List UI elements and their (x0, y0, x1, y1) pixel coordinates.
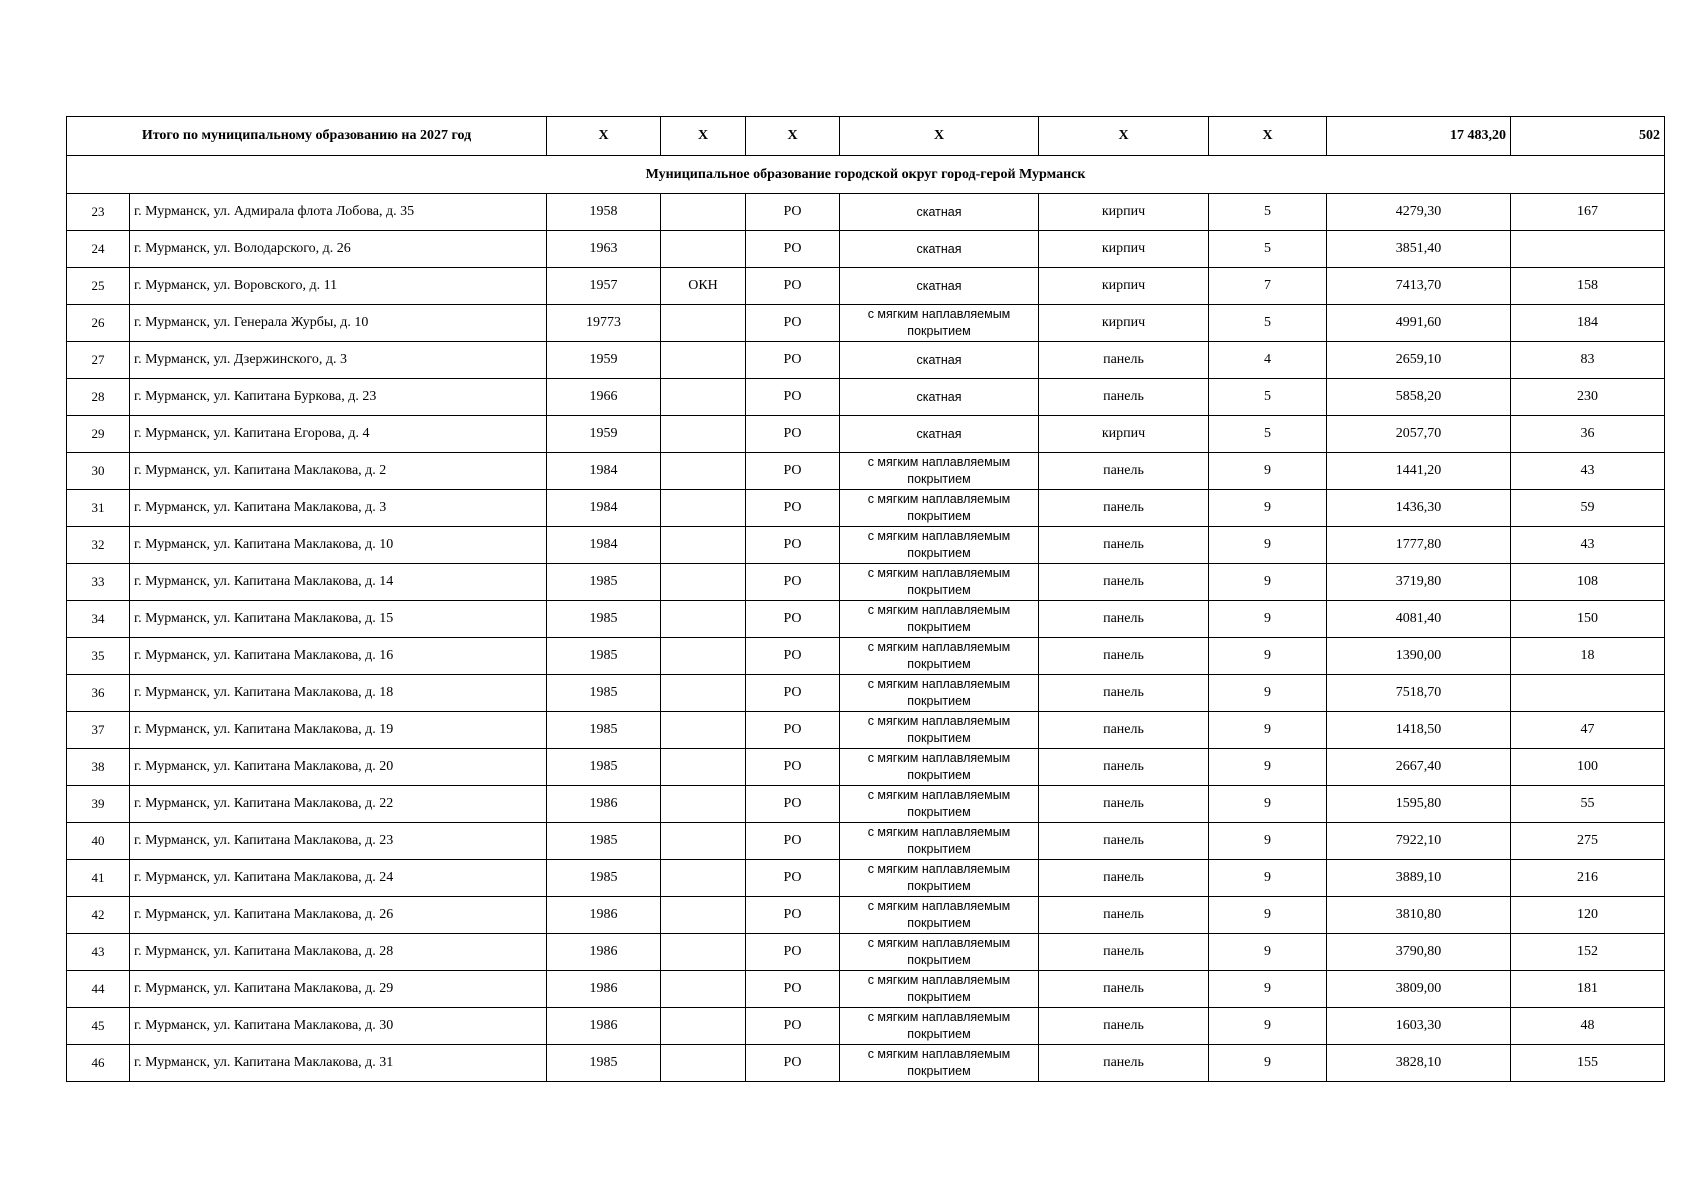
total-count: 502 (1511, 117, 1665, 156)
year-cell: 1985 (547, 749, 661, 786)
year-cell: 1984 (547, 453, 661, 490)
year-cell: 1957 (547, 268, 661, 305)
row-number: 45 (67, 1008, 130, 1045)
table-row (67, 1008, 1665, 1045)
year-cell: 1984 (547, 490, 661, 527)
roof-type-cell: скатная (840, 231, 1039, 268)
year-cell: 19773 (547, 305, 661, 342)
table-row (67, 379, 1665, 416)
roof-type-cell: с мягким наплавляемым покрытием (840, 786, 1039, 823)
wall-material-cell: панель (1039, 712, 1209, 749)
table-row (67, 712, 1665, 749)
roof-type-cell: скатная (840, 379, 1039, 416)
okn-cell (661, 453, 746, 490)
year-cell: 1984 (547, 527, 661, 564)
table-row (67, 268, 1665, 305)
address-cell: г. Мурманск, ул. Воровского, д. 11 (130, 268, 547, 305)
roof-type-cell: с мягким наплавляемым покрытием (840, 897, 1039, 934)
floors-cell: 7 (1209, 268, 1327, 305)
floors-cell: 5 (1209, 231, 1327, 268)
roof-type-cell: с мягким наплавляемым покрытием (840, 601, 1039, 638)
row-number: 40 (67, 823, 130, 860)
fund-cell: РО (746, 1045, 840, 1082)
row-number: 23 (67, 194, 130, 231)
housing-register-table (66, 116, 1665, 1082)
table-row (67, 860, 1665, 897)
roof-type-cell: с мягким наплавляемым покрытием (840, 527, 1039, 564)
count-cell: 184 (1511, 305, 1665, 342)
fund-cell: РО (746, 860, 840, 897)
wall-material-cell: кирпич (1039, 231, 1209, 268)
year-cell: 1985 (547, 1045, 661, 1082)
fund-cell: РО (746, 194, 840, 231)
count-cell: 83 (1511, 342, 1665, 379)
wall-material-cell: панель (1039, 527, 1209, 564)
roof-type-cell: с мягким наплавляемым покрытием (840, 823, 1039, 860)
address-cell: г. Мурманск, ул. Капитана Маклакова, д. 10 (130, 527, 547, 564)
area-cell: 3809,00 (1327, 971, 1511, 1008)
year-cell: 1986 (547, 934, 661, 971)
count-cell: 43 (1511, 453, 1665, 490)
floors-cell: 9 (1209, 786, 1327, 823)
wall-material-cell: панель (1039, 490, 1209, 527)
fund-cell: РО (746, 453, 840, 490)
count-cell: 100 (1511, 749, 1665, 786)
wall-material-cell: панель (1039, 971, 1209, 1008)
count-cell: 167 (1511, 194, 1665, 231)
count-cell: 230 (1511, 379, 1665, 416)
okn-cell (661, 934, 746, 971)
floors-cell: 9 (1209, 823, 1327, 860)
okn-cell (661, 749, 746, 786)
fund-cell: РО (746, 527, 840, 564)
floors-cell: 5 (1209, 305, 1327, 342)
area-cell: 4081,40 (1327, 601, 1511, 638)
table-row (67, 1045, 1665, 1082)
area-cell: 4991,60 (1327, 305, 1511, 342)
floors-cell: 4 (1209, 342, 1327, 379)
year-cell: 1986 (547, 786, 661, 823)
wall-material-cell: кирпич (1039, 416, 1209, 453)
floors-cell: 9 (1209, 490, 1327, 527)
wall-material-cell: кирпич (1039, 305, 1209, 342)
area-cell: 3828,10 (1327, 1045, 1511, 1082)
table-row (67, 675, 1665, 712)
address-cell: г. Мурманск, ул. Капитана Маклакова, д. 16 (130, 638, 547, 675)
fund-cell: РО (746, 379, 840, 416)
count-cell: 150 (1511, 601, 1665, 638)
fund-cell: РО (746, 934, 840, 971)
address-cell: г. Мурманск, ул. Капитана Маклакова, д. 24 (130, 860, 547, 897)
floors-cell: 9 (1209, 453, 1327, 490)
roof-type-cell: скатная (840, 194, 1039, 231)
year-cell: 1963 (547, 231, 661, 268)
row-number: 33 (67, 564, 130, 601)
count-cell (1511, 231, 1665, 268)
fund-cell: РО (746, 268, 840, 305)
floors-cell: 9 (1209, 749, 1327, 786)
row-number: 38 (67, 749, 130, 786)
address-cell: г. Мурманск, ул. Капитана Маклакова, д. 31 (130, 1045, 547, 1082)
year-cell: 1986 (547, 897, 661, 934)
area-cell: 1777,80 (1327, 527, 1511, 564)
wall-material-cell: панель (1039, 453, 1209, 490)
wall-material-cell: панель (1039, 786, 1209, 823)
total-mark: Х (746, 117, 840, 156)
floors-cell: 9 (1209, 934, 1327, 971)
area-cell: 1418,50 (1327, 712, 1511, 749)
fund-cell: РО (746, 231, 840, 268)
row-number: 44 (67, 971, 130, 1008)
wall-material-cell: панель (1039, 1008, 1209, 1045)
table-row (67, 453, 1665, 490)
row-number: 32 (67, 527, 130, 564)
okn-cell (661, 601, 746, 638)
area-cell: 7518,70 (1327, 675, 1511, 712)
total-mark: Х (661, 117, 746, 156)
count-cell: 48 (1511, 1008, 1665, 1045)
address-cell: г. Мурманск, ул. Капитана Маклакова, д. 23 (130, 823, 547, 860)
area-cell: 7413,70 (1327, 268, 1511, 305)
floors-cell: 9 (1209, 897, 1327, 934)
total-mark: Х (1209, 117, 1327, 156)
wall-material-cell: кирпич (1039, 268, 1209, 305)
table-row (67, 490, 1665, 527)
roof-type-cell: с мягким наплавляемым покрытием (840, 1008, 1039, 1045)
fund-cell: РО (746, 786, 840, 823)
address-cell: г. Мурманск, ул. Капитана Маклакова, д. 30 (130, 1008, 547, 1045)
okn-cell (661, 1045, 746, 1082)
table-row (67, 342, 1665, 379)
floors-cell: 9 (1209, 601, 1327, 638)
floors-cell: 5 (1209, 416, 1327, 453)
address-cell: г. Мурманск, ул. Капитана Маклакова, д. 29 (130, 971, 547, 1008)
roof-type-cell: с мягким наплавляемым покрытием (840, 490, 1039, 527)
okn-cell (661, 527, 746, 564)
table-row (67, 527, 1665, 564)
year-cell: 1985 (547, 601, 661, 638)
count-cell: 36 (1511, 416, 1665, 453)
fund-cell: РО (746, 823, 840, 860)
count-cell: 275 (1511, 823, 1665, 860)
count-cell: 47 (1511, 712, 1665, 749)
count-cell: 108 (1511, 564, 1665, 601)
floors-cell: 9 (1209, 564, 1327, 601)
count-cell: 120 (1511, 897, 1665, 934)
address-cell: г. Мурманск, ул. Капитана Маклакова, д. 15 (130, 601, 547, 638)
fund-cell: РО (746, 897, 840, 934)
row-number: 26 (67, 305, 130, 342)
section-row (67, 156, 1665, 194)
address-cell: г. Мурманск, ул. Капитана Маклакова, д. 26 (130, 897, 547, 934)
area-cell: 3851,40 (1327, 231, 1511, 268)
year-cell: 1966 (547, 379, 661, 416)
roof-type-cell: с мягким наплавляемым покрытием (840, 305, 1039, 342)
area-cell: 3889,10 (1327, 860, 1511, 897)
floors-cell: 9 (1209, 638, 1327, 675)
total-mark: Х (547, 117, 661, 156)
table-row (67, 823, 1665, 860)
okn-cell (661, 490, 746, 527)
fund-cell: РО (746, 971, 840, 1008)
fund-cell: РО (746, 416, 840, 453)
table-row (67, 934, 1665, 971)
row-number: 43 (67, 934, 130, 971)
table-row (67, 194, 1665, 231)
row-number: 35 (67, 638, 130, 675)
year-cell: 1986 (547, 971, 661, 1008)
count-cell: 43 (1511, 527, 1665, 564)
year-cell: 1985 (547, 675, 661, 712)
wall-material-cell: кирпич (1039, 194, 1209, 231)
area-cell: 2057,70 (1327, 416, 1511, 453)
roof-type-cell: с мягким наплавляемым покрытием (840, 712, 1039, 749)
floors-cell: 9 (1209, 860, 1327, 897)
table-row (67, 231, 1665, 268)
roof-type-cell: с мягким наплавляемым покрытием (840, 749, 1039, 786)
wall-material-cell: панель (1039, 601, 1209, 638)
floors-cell: 9 (1209, 712, 1327, 749)
area-cell: 1595,80 (1327, 786, 1511, 823)
year-cell: 1985 (547, 564, 661, 601)
year-cell: 1958 (547, 194, 661, 231)
count-cell: 155 (1511, 1045, 1665, 1082)
area-cell: 1436,30 (1327, 490, 1511, 527)
area-cell: 3719,80 (1327, 564, 1511, 601)
wall-material-cell: панель (1039, 897, 1209, 934)
floors-cell: 9 (1209, 1045, 1327, 1082)
year-cell: 1985 (547, 638, 661, 675)
row-number: 28 (67, 379, 130, 416)
address-cell: г. Мурманск, ул. Капитана Маклакова, д. 2 (130, 453, 547, 490)
area-cell: 2659,10 (1327, 342, 1511, 379)
wall-material-cell: панель (1039, 749, 1209, 786)
roof-type-cell: с мягким наплавляемым покрытием (840, 934, 1039, 971)
count-cell: 152 (1511, 934, 1665, 971)
fund-cell: РО (746, 564, 840, 601)
row-number: 29 (67, 416, 130, 453)
table-row (67, 305, 1665, 342)
wall-material-cell: панель (1039, 823, 1209, 860)
roof-type-cell: с мягким наплавляемым покрытием (840, 564, 1039, 601)
area-cell: 1390,00 (1327, 638, 1511, 675)
okn-cell (661, 416, 746, 453)
okn-cell (661, 564, 746, 601)
row-number: 27 (67, 342, 130, 379)
table-row (67, 897, 1665, 934)
okn-cell (661, 1008, 746, 1045)
area-cell: 3810,80 (1327, 897, 1511, 934)
area-cell: 3790,80 (1327, 934, 1511, 971)
count-cell (1511, 675, 1665, 712)
fund-cell: РО (746, 638, 840, 675)
okn-cell (661, 823, 746, 860)
fund-cell: РО (746, 675, 840, 712)
area-cell: 2667,40 (1327, 749, 1511, 786)
area-cell: 1603,30 (1327, 1008, 1511, 1045)
address-cell: г. Мурманск, ул. Капитана Маклакова, д. 19 (130, 712, 547, 749)
area-cell: 1441,20 (1327, 453, 1511, 490)
roof-type-cell: скатная (840, 268, 1039, 305)
wall-material-cell: панель (1039, 1045, 1209, 1082)
count-cell: 216 (1511, 860, 1665, 897)
address-cell: г. Мурманск, ул. Капитана Маклакова, д. 18 (130, 675, 547, 712)
row-number: 42 (67, 897, 130, 934)
total-mark: Х (1039, 117, 1209, 156)
okn-cell: ОКН (661, 268, 746, 305)
floors-cell: 9 (1209, 1008, 1327, 1045)
floors-cell: 9 (1209, 971, 1327, 1008)
okn-cell (661, 305, 746, 342)
row-number: 31 (67, 490, 130, 527)
okn-cell (661, 786, 746, 823)
okn-cell (661, 675, 746, 712)
row-number: 36 (67, 675, 130, 712)
row-number: 25 (67, 268, 130, 305)
count-cell: 55 (1511, 786, 1665, 823)
address-cell: г. Мурманск, ул. Капитана Егорова, д. 4 (130, 416, 547, 453)
row-number: 24 (67, 231, 130, 268)
roof-type-cell: скатная (840, 416, 1039, 453)
wall-material-cell: панель (1039, 379, 1209, 416)
table-row (67, 638, 1665, 675)
roof-type-cell: с мягким наплавляемым покрытием (840, 675, 1039, 712)
year-cell: 1985 (547, 860, 661, 897)
address-cell: г. Мурманск, ул. Володарского, д. 26 (130, 231, 547, 268)
address-cell: г. Мурманск, ул. Дзержинского, д. 3 (130, 342, 547, 379)
year-cell: 1986 (547, 1008, 661, 1045)
table-row (67, 786, 1665, 823)
wall-material-cell: панель (1039, 860, 1209, 897)
fund-cell: РО (746, 490, 840, 527)
year-cell: 1959 (547, 342, 661, 379)
area-cell: 7922,10 (1327, 823, 1511, 860)
okn-cell (661, 638, 746, 675)
fund-cell: РО (746, 1008, 840, 1045)
address-cell: г. Мурманск, ул. Капитана Маклакова, д. 22 (130, 786, 547, 823)
address-cell: г. Мурманск, ул. Капитана Маклакова, д. 20 (130, 749, 547, 786)
row-number: 46 (67, 1045, 130, 1082)
floors-cell: 9 (1209, 527, 1327, 564)
total-mark: Х (840, 117, 1039, 156)
table-row (67, 601, 1665, 638)
address-cell: г. Мурманск, ул. Капитана Буркова, д. 23 (130, 379, 547, 416)
okn-cell (661, 194, 746, 231)
address-cell: г. Мурманск, ул. Капитана Маклакова, д. 28 (130, 934, 547, 971)
okn-cell (661, 971, 746, 1008)
floors-cell: 5 (1209, 194, 1327, 231)
year-cell: 1959 (547, 416, 661, 453)
year-cell: 1985 (547, 823, 661, 860)
address-cell: г. Мурманск, ул. Генерала Журбы, д. 10 (130, 305, 547, 342)
roof-type-cell: с мягким наплавляемым покрытием (840, 860, 1039, 897)
okn-cell (661, 231, 746, 268)
okn-cell (661, 379, 746, 416)
roof-type-cell: с мягким наплавляемым покрытием (840, 971, 1039, 1008)
wall-material-cell: панель (1039, 342, 1209, 379)
okn-cell (661, 897, 746, 934)
okn-cell (661, 342, 746, 379)
section-title: Муниципальное образование городской округ город-герой Мурманск (67, 156, 1665, 194)
year-cell: 1985 (547, 712, 661, 749)
roof-type-cell: с мягким наплавляемым покрытием (840, 1045, 1039, 1082)
row-number: 41 (67, 860, 130, 897)
count-cell: 158 (1511, 268, 1665, 305)
row-number: 39 (67, 786, 130, 823)
total-area: 17 483,20 (1327, 117, 1511, 156)
fund-cell: РО (746, 342, 840, 379)
area-cell: 4279,30 (1327, 194, 1511, 231)
okn-cell (661, 712, 746, 749)
address-cell: г. Мурманск, ул. Адмирала флота Лобова, д. 35 (130, 194, 547, 231)
wall-material-cell: панель (1039, 934, 1209, 971)
roof-type-cell: с мягким наплавляемым покрытием (840, 638, 1039, 675)
address-cell: г. Мурманск, ул. Капитана Маклакова, д. 14 (130, 564, 547, 601)
roof-type-cell: скатная (840, 342, 1039, 379)
fund-cell: РО (746, 749, 840, 786)
count-cell: 181 (1511, 971, 1665, 1008)
table-row (67, 564, 1665, 601)
count-cell: 18 (1511, 638, 1665, 675)
roof-type-cell: с мягким наплавляемым покрытием (840, 453, 1039, 490)
wall-material-cell: панель (1039, 638, 1209, 675)
row-number: 34 (67, 601, 130, 638)
floors-cell: 5 (1209, 379, 1327, 416)
okn-cell (661, 860, 746, 897)
area-cell: 5858,20 (1327, 379, 1511, 416)
row-number: 37 (67, 712, 130, 749)
fund-cell: РО (746, 712, 840, 749)
total-label: Итого по муниципальному образованию на 2027 год (67, 117, 547, 156)
wall-material-cell: панель (1039, 675, 1209, 712)
total-row (67, 117, 1665, 156)
count-cell: 59 (1511, 490, 1665, 527)
table-row (67, 971, 1665, 1008)
table-row (67, 416, 1665, 453)
wall-material-cell: панель (1039, 564, 1209, 601)
fund-cell: РО (746, 305, 840, 342)
address-cell: г. Мурманск, ул. Капитана Маклакова, д. 3 (130, 490, 547, 527)
row-number: 30 (67, 453, 130, 490)
table-row (67, 749, 1665, 786)
floors-cell: 9 (1209, 675, 1327, 712)
fund-cell: РО (746, 601, 840, 638)
